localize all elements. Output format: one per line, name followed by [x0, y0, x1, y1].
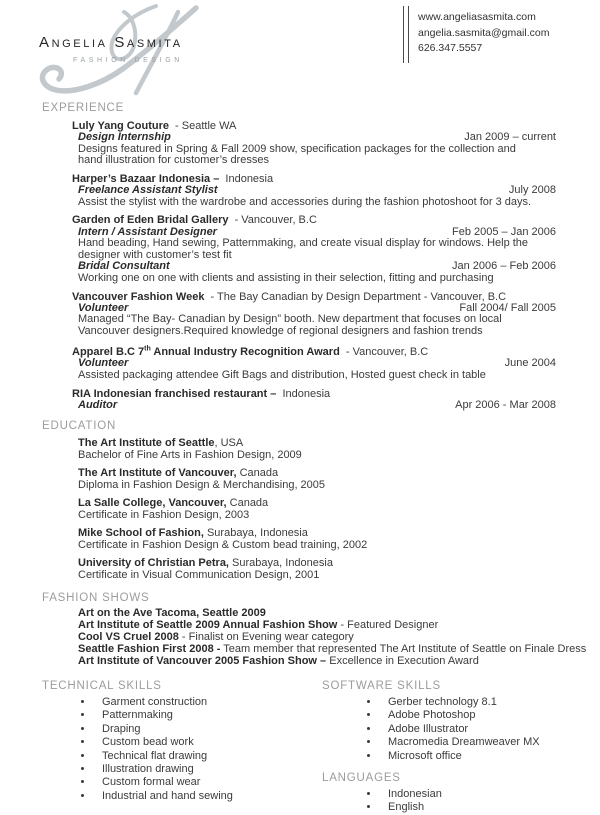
experience-entry	[72, 120, 556, 167]
company-line	[72, 214, 556, 226]
role	[78, 132, 556, 167]
company-location: - Vancouver, B.C	[345, 346, 429, 359]
role	[78, 400, 556, 412]
role	[78, 358, 556, 381]
degree-line: Certificate in Fashion Design & Custom bead training, 2002	[78, 538, 368, 551]
company-name: Luly Yang Couture	[72, 120, 169, 132]
technical-skills-column	[42, 680, 322, 815]
role-date: July 2008	[508, 184, 556, 197]
company-line	[72, 388, 556, 400]
skill-item: • Technical flat drawing	[94, 750, 322, 763]
school-location: Surabaya, Indonesia	[229, 556, 333, 569]
role-date: Feb 2005 – Jan 2006	[452, 225, 556, 238]
role-date: Fall 2004/ Fall 2005	[459, 301, 556, 314]
software-skills-column	[322, 680, 556, 815]
brand-name: Angelia Sasmita	[39, 34, 183, 51]
role-title: Freelance Assistant Stylist	[78, 184, 218, 197]
skills-columns	[42, 680, 556, 815]
technical-skills-list	[42, 696, 322, 803]
skill-item: • Adobe Photoshop	[380, 709, 556, 722]
role-title: Intern / Assistant Designer	[78, 225, 217, 238]
fashion-show-line: Seattle Fashion First 2008 - Team member that represented The Art Institute of Seattle on Finale Dress	[78, 643, 587, 656]
education-entry	[78, 468, 556, 492]
education-entry	[78, 528, 556, 552]
experience-entry	[72, 173, 556, 208]
section-title-experience: EXPERIENCE	[42, 102, 125, 114]
school-location: Canada	[226, 497, 269, 509]
fashion-shows-list	[78, 607, 587, 668]
role-title: Volunteer	[78, 301, 129, 314]
section-title-software-skills: SOFTWARE SKILLS	[322, 679, 441, 692]
role-description: Hand beading, Hand sewing, Patternmaking, and create visual display for windows. Help the designer with customer’s test fit	[78, 237, 529, 261]
role	[78, 303, 556, 338]
section-title-languages: LANGUAGES	[322, 772, 401, 784]
role-description: Designs featured in Spring & Fall 2009 show, specification packages for the collection and hand illustration for customer’s dresses	[78, 142, 516, 167]
role-title: Design Internship	[78, 131, 171, 144]
company-name: Vancouver Fashion Week	[72, 290, 205, 303]
school-name: Mike School of Fashion,	[78, 526, 204, 539]
school-name: University of Christian Petra,	[78, 556, 229, 569]
role-date: Jan 2009 – current	[464, 131, 556, 144]
skill-item: • Illustration drawing	[94, 763, 322, 776]
company-name: Garden of Eden Bridal Gallery	[72, 214, 229, 227]
company-location: - Seattle WA	[175, 120, 237, 132]
skill-item: • Custom bead work	[94, 736, 322, 749]
role-description: Assisted packaging attendee Gift Bags and distribution, Hosted guest check in table	[78, 368, 486, 381]
skill-item: • Draping	[94, 723, 322, 736]
school-name: The Art Institute of Seattle	[78, 437, 215, 450]
degree-line: Certificate in Fashion Design, 2003	[78, 508, 250, 521]
brand-logo	[26, 2, 221, 96]
company-name: RIA Indonesian franchised restaurant –	[72, 387, 277, 400]
contact-block	[403, 6, 549, 63]
role-description: Managed “The Bay- Canadian by Design” booth. New department that focuses on local Vancouver designers.Required knowledge of regional designers and fashion trends	[78, 313, 502, 337]
company-name: Apparel B.C 7th Annual Industry Recognition Award	[72, 345, 340, 359]
brand-tagline: FASHION DESIGN	[73, 57, 183, 64]
skill-item: • Custom formal wear	[94, 776, 322, 789]
experience-entry	[72, 344, 556, 382]
education-entry	[78, 498, 556, 522]
company-location: - Vancouver, B.C	[234, 214, 317, 227]
skill-item: • Industrial and hand sewing	[94, 790, 322, 803]
school-line	[78, 558, 556, 570]
role	[78, 227, 556, 285]
company-location: - The Bay Canadian by Design Department - Vancouver, B.C	[210, 290, 507, 303]
contact-phone: 626.347.5557	[418, 42, 483, 54]
school-location: Surabaya, Indonesia	[203, 526, 308, 539]
role-line	[78, 400, 556, 412]
contact-website: www.angeliasasmita.com	[418, 11, 536, 23]
company-name: Harper’s Bazaar Indonesia –	[72, 172, 220, 185]
fashion-show-line: Art Institute of Vancouver 2005 Fashion Show – Excellence in Execution Award	[78, 655, 479, 668]
ordinal-superscript: th	[144, 345, 151, 353]
contact-email: angelia.sasmita@gmail.com	[418, 26, 550, 39]
section-title-technical-skills: TECHNICAL SKILLS	[42, 679, 162, 692]
role-date: Apr 2006 - Mar 2008	[455, 398, 556, 411]
company-line	[72, 344, 556, 359]
skill-item: • Patternmaking	[94, 709, 322, 722]
role-title: Volunteer	[78, 357, 129, 370]
role-title: Bridal Consultant	[78, 260, 170, 273]
school-name: La Salle College, Vancouver,	[78, 497, 227, 509]
role	[78, 185, 556, 208]
school-name: The Art Institute of Vancouver,	[78, 467, 237, 480]
fashion-show-line: Cool VS Cruel 2008 - Finalist on Evening wear category	[78, 631, 354, 644]
header	[0, 0, 600, 97]
experience-entry	[72, 214, 556, 284]
experience-entry	[72, 388, 556, 412]
education-entry	[78, 558, 556, 582]
skill-item: • Microsoft office	[380, 750, 556, 763]
language-item: • Indonesian	[380, 788, 556, 801]
languages-list	[322, 788, 556, 815]
role-title: Auditor	[78, 398, 118, 411]
language-item: • English	[380, 801, 556, 814]
company-location: Indonesia	[225, 172, 274, 185]
degree-line: Diploma in Fashion Design & Merchandising, 2005	[78, 479, 326, 492]
degree-line: Certificate in Visual Communication Design, 2001	[78, 568, 320, 581]
section-title-education: EDUCATION	[42, 420, 117, 433]
fashion-show-line: Art on the Ave Tacoma, Seattle 2009	[78, 607, 266, 620]
skill-item: • Garment construction	[94, 696, 322, 709]
company-location: Indonesia	[282, 387, 331, 400]
skill-item: • Adobe Illustrator	[380, 723, 556, 736]
role-description: Working one on one with clients and assisting in their selection, fitting and purchasing	[78, 271, 494, 284]
resume-body	[0, 102, 600, 815]
role-date: June 2004	[504, 357, 556, 370]
school-location: Canada	[236, 467, 279, 480]
education-entry	[78, 438, 556, 462]
software-skills-list	[322, 696, 556, 763]
section-title-fashion-shows: FASHION SHOWS	[42, 592, 150, 605]
fashion-show-line: Art Institute of Seattle 2009 Annual Fashion Show - Featured Designer	[78, 619, 439, 632]
skill-item: • Gerber technology 8.1	[380, 696, 556, 709]
degree-line: Bachelor of Fine Arts in Fashion Design, 2009	[78, 449, 302, 462]
role-date: Jan 2006 – Feb 2006	[452, 260, 556, 273]
experience-entry	[72, 291, 556, 338]
company-line	[72, 291, 556, 303]
school-location: , USA	[214, 437, 244, 450]
school-line	[78, 528, 556, 540]
skill-item: • Macromedia Dreamweaver MX	[380, 736, 556, 749]
role-description: Assist the stylist with the wardrobe and accessories during the fashion photoshoot for 3 days.	[78, 195, 532, 208]
